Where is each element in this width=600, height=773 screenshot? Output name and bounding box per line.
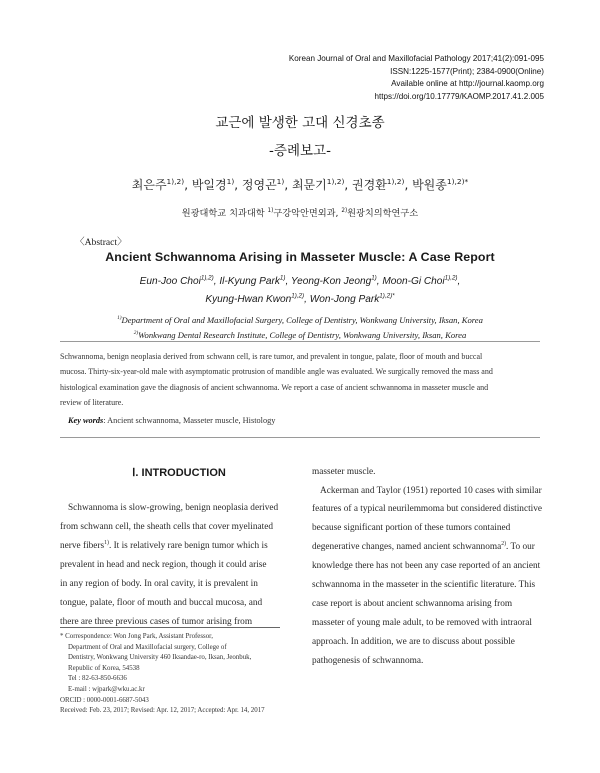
body-line: Ackerman and Taylor (1951) reported 10 cases with similar xyxy=(320,486,542,496)
korean-author: 박원종 xyxy=(412,178,447,192)
author-affiliation-mark: 1),2) xyxy=(200,274,214,282)
footnote-line: Department of Oral and Maxillofacial surgery, College of xyxy=(68,643,227,651)
citation-mark: 1) xyxy=(104,539,109,546)
english-affiliation-2 xyxy=(0,330,600,340)
korean-author: 권경환 xyxy=(352,178,387,192)
body-line xyxy=(312,542,535,552)
abstract-line: mucosa. Thirty-six-year-old male with asymptomatic protrusion of mandible angle was evaluated. We surgically removed the mass and xyxy=(60,367,493,377)
english-author: Moon-Gi Choi xyxy=(382,276,445,287)
keywords xyxy=(68,416,275,425)
footnote-line: * Correspondence: Won Jong Park, Assistant Professor, xyxy=(60,633,213,640)
author-affiliation-mark: 1) xyxy=(276,177,285,186)
keywords-text: : Ancient schwannoma, Masseter muscle, Histology xyxy=(103,416,276,425)
korean-author: 최문기 xyxy=(291,178,327,192)
korean-author-list: 최은주$^{1),2)}$, 박일경$^{1)}$, 정영곤$^{1)}$, 최문기$^{1),2)}$, 권경환$^{1),2)}$, 박원종$^{1),2)*}$ xyxy=(131,177,469,192)
footnote-rule xyxy=(60,627,280,628)
english-author: Won-Jong Park xyxy=(309,294,380,305)
footnote-line: Dentistry, Wonkwang University 460 Iksandae-ro, Iksan, Jeonbuk, xyxy=(68,654,252,662)
author-affiliation-mark: 1) xyxy=(279,274,286,282)
english-author-line-2 xyxy=(0,294,600,305)
korean-author: 박일경 xyxy=(191,178,227,192)
korean-subtitle: -증례보고- xyxy=(269,143,331,159)
author-separator: , xyxy=(376,276,380,287)
author-affiliation-mark: 1),2)* xyxy=(446,177,469,186)
affiliation-text: Wonkwang Dental Research Institute, College of Dentistry, Wonkwang University, Iksan, Korea xyxy=(138,330,467,340)
author-affiliation-mark: 1),2) xyxy=(166,177,185,186)
author-affiliation-mark: 1),2)* xyxy=(379,292,395,300)
body-text: degenerative changes, named ancient schwannoma xyxy=(312,542,502,552)
section-heading: Ⅰ. INTRODUCTION xyxy=(132,467,226,479)
author-affiliation-mark: 1),2) xyxy=(386,177,405,186)
english-affiliation-1 xyxy=(0,315,600,325)
body-line: because significant portion of these tumors contained xyxy=(312,523,511,533)
body-line: there are three previous cases of tumor arising from xyxy=(60,617,253,627)
author-separator: , xyxy=(457,276,461,287)
author-affiliation-mark: 1) xyxy=(371,274,377,282)
divider-top xyxy=(60,341,540,342)
english-author-line-1 xyxy=(0,276,600,287)
footnote-line: Tel : 82-63-850-6636 xyxy=(68,675,127,683)
korean-author: 정영곤 xyxy=(241,178,277,192)
author-separator: , xyxy=(285,276,289,287)
abstract-body xyxy=(60,349,540,411)
affiliation-mark: 1) xyxy=(117,315,122,322)
body-text: . To our xyxy=(506,542,535,552)
body-line: masseter muscle. xyxy=(312,467,376,477)
english-author: Eun-Joo Choi xyxy=(139,276,201,287)
korean-affiliation xyxy=(0,205,600,219)
body-text: . It is relatively rare benign tumor which is xyxy=(108,541,268,551)
korean-school: 원광대학교 치과대학 xyxy=(181,208,265,219)
korean-dept-1: 구강악안면외과, xyxy=(273,208,339,219)
korean-title: 교근에 발생한 고대 신경초종 xyxy=(215,115,385,131)
english-author: Yeong-Kon Jeong xyxy=(290,276,372,287)
affiliation-mark: 2) xyxy=(341,207,348,214)
body-line: masseter of young male adult, to be removed with intraoral xyxy=(312,618,532,628)
divider-bottom xyxy=(60,437,540,438)
journal-issn: ISSN:1225-1577(Print); 2384-0900(Online) xyxy=(390,66,544,76)
abstract-line: Schwannoma, benign neoplasia derived from schwann cell, is rare tumor, and prevalent in tongue, palate, floor of mouth and buccal xyxy=(60,352,483,361)
journal-doi: https://doi.org/10.17779/KAOMP.2017.41.2.005 xyxy=(374,91,544,101)
body-line: approach. In addition, we are to discuss about possible xyxy=(312,637,515,647)
body-line: knowledge there has not been any case reported of an ancient xyxy=(312,561,541,571)
body-line: schwannoma in the masseter in the scientific literature. This xyxy=(312,580,536,590)
body-line xyxy=(60,541,268,551)
correspondence-footnote xyxy=(60,632,300,717)
author-separator: , xyxy=(304,294,307,305)
author-separator: , xyxy=(213,276,217,287)
abstract-label: 〈Abstract〉 xyxy=(75,237,127,248)
body-line: features of a typical neurilemmoma but considered distinctive xyxy=(312,504,543,514)
footnote-line: Republic of Korea, 54538 xyxy=(68,664,140,672)
body-line: prevalent in head and neck region, though it could arise xyxy=(60,560,267,570)
affiliation-text: Department of Oral and Maxillofacial Surgery, College of Dentistry, Wonkwang University, Iksan, Korea xyxy=(121,315,483,325)
author-affiliation-mark: 1),2) xyxy=(291,292,305,300)
english-author: Il-Kyung Park xyxy=(219,276,280,287)
affiliation-mark: 2) xyxy=(133,330,139,337)
body-line: Schwannoma is slow-growing, benign neoplasia derived xyxy=(68,503,279,513)
journal-citation: Korean Journal of Oral and Maxillofacial Pathology 2017;41(2):091-095 xyxy=(288,54,544,63)
english-author: Kyung-Hwan Kwon xyxy=(205,294,292,305)
citation-mark: 2) xyxy=(501,540,507,547)
korean-author: 최은주 xyxy=(131,178,167,192)
author-affiliation-mark: 1),2) xyxy=(326,177,345,186)
body-line: case report is about ancient schwannoma arising from xyxy=(312,599,513,609)
affiliation-mark: 1) xyxy=(267,207,274,214)
footnote-orcid: ORCID : 0000-0001-6687-5043 xyxy=(60,696,149,704)
english-title: Ancient Schwannoma Arising in Masseter Muscle: A Case Report xyxy=(105,250,495,264)
body-line: from schwann cell, the sheath cells that cover myelinated xyxy=(60,522,273,532)
abstract-line: review of literature. xyxy=(60,398,124,408)
footnote-line: E-mail : wjpark@wku.ac.kr xyxy=(68,685,145,693)
body-line: in any region of body. In oral cavity, it is prevalent in xyxy=(60,579,258,589)
korean-dept-2: 원광치의학연구소 xyxy=(347,208,419,219)
author-affiliation-mark: 1),2) xyxy=(444,274,458,282)
author-affiliation-mark: 1) xyxy=(226,177,235,186)
body-line: tongue, palate, floor of mouth and buccal mucosa, and xyxy=(60,598,263,608)
keywords-label: Key words xyxy=(68,416,104,425)
footnote-dates: Received: Feb. 23, 2017; Revised: Apr. 12, 2017; Accepted: Apr. 14, 2017 xyxy=(60,707,265,715)
journal-header xyxy=(204,53,544,103)
body-text: nerve fibers xyxy=(60,541,105,551)
body-line: pathogenesis of schwannoma. xyxy=(312,656,424,666)
journal-url: Available online at http://journal.kaomp.org xyxy=(391,79,544,89)
abstract-line: histological examination gave the diagnosis of ancient schwannoma. We report a case of ancient schwannoma in masseter muscle and xyxy=(60,382,489,392)
